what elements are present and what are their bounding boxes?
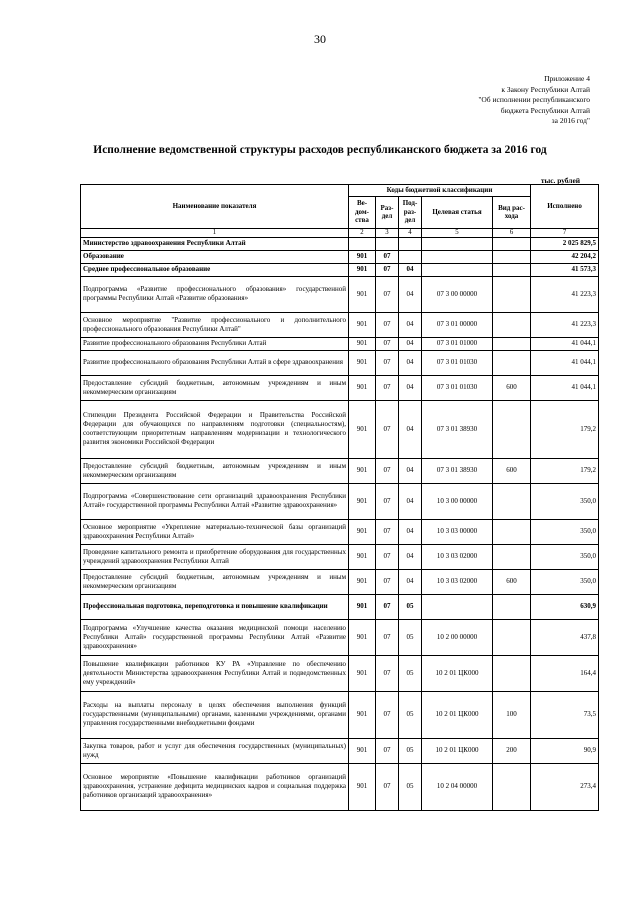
cell-executed: 630,9: [531, 594, 599, 619]
cell-target: 07 3 01 00000: [422, 312, 493, 337]
column-index: 4: [399, 228, 422, 237]
table-row: [81, 655, 599, 691]
cell-ved: 901: [349, 544, 376, 569]
cell-razdel: 07: [376, 483, 399, 519]
cell-executed: 350,0: [531, 569, 599, 594]
cell-vid: [493, 483, 531, 519]
cell-executed: 437,8: [531, 619, 599, 655]
cell-razdel: [376, 237, 399, 250]
header-vid: Вид рас-хода: [493, 196, 531, 228]
cell-podrazdel: 05: [399, 763, 422, 810]
cell-executed: 41 044,1: [531, 375, 599, 400]
cell-name: Основное мероприятие «Укрепление материально-технической базы организаций здравоохранения Республики Алтай»: [81, 519, 349, 544]
cell-executed: 41 044,1: [531, 337, 599, 350]
header-codes-group: Коды бюджетной классификации: [349, 185, 531, 197]
units-label: тыс. рублей: [540, 176, 580, 185]
cell-vid: [493, 337, 531, 350]
cell-vid: [493, 237, 531, 250]
cell-ved: 901: [349, 738, 376, 763]
cell-vid: [493, 619, 531, 655]
cell-executed: 42 204,2: [531, 250, 599, 263]
table-row: [81, 763, 599, 810]
cell-name: Подпрограмма «Развитие профессионального образования» государственной программы Республики Алтай «Развитие образования»: [81, 276, 349, 312]
table-row: [81, 237, 599, 250]
table-row: [81, 312, 599, 337]
cell-podrazdel: 05: [399, 691, 422, 738]
cell-name: Расходы на выплаты персоналу в целях обеспечения выполнения функций государственными (муниципальными) органами, казенными учреждениями, органами управления государственными внебюджетными фондами: [81, 691, 349, 738]
cell-podrazdel: 04: [399, 375, 422, 400]
cell-ved: 901: [349, 691, 376, 738]
cell-razdel: 07: [376, 400, 399, 458]
table-row: [81, 594, 599, 619]
table-row: [81, 519, 599, 544]
cell-podrazdel: 05: [399, 594, 422, 619]
cell-vid: 600: [493, 375, 531, 400]
cell-name: Предоставление субсидий бюджетным, автономным учреждениям и иным некоммерческим организациям: [81, 375, 349, 400]
table-row: [81, 569, 599, 594]
cell-name: Подпрограмма «Совершенствование сети организаций здравоохранения Республики Алтай» государственной программы Республики Алтай «Развитие здравоохранения»: [81, 483, 349, 519]
cell-ved: 901: [349, 519, 376, 544]
table-row: [81, 483, 599, 519]
cell-name: Развитие профессионального образования Республики Алтай: [81, 337, 349, 350]
cell-razdel: 07: [376, 569, 399, 594]
cell-name: Среднее профессиональное образование: [81, 263, 349, 276]
cell-target: 07 3 00 00000: [422, 276, 493, 312]
cell-target: 10 2 01 ЦК000: [422, 655, 493, 691]
cell-ved: 901: [349, 276, 376, 312]
cell-podrazdel: 04: [399, 263, 422, 276]
cell-name: Повышение квалификации работников КУ РА «Управление по обеспечению деятельности Министерства здравоохранения Республики Алтай и подведомственных ему учреждений»: [81, 655, 349, 691]
cell-ved: 901: [349, 619, 376, 655]
cell-target: 10 2 00 00000: [422, 619, 493, 655]
column-index: 3: [376, 228, 399, 237]
header-podrazdel: Под-раз-дел: [399, 196, 422, 228]
cell-target: [422, 237, 493, 250]
table-row: [81, 738, 599, 763]
cell-executed: 273,4: [531, 763, 599, 810]
cell-razdel: 07: [376, 655, 399, 691]
cell-executed: 350,0: [531, 544, 599, 569]
table-row: [81, 250, 599, 263]
cell-razdel: 07: [376, 519, 399, 544]
cell-vid: [493, 276, 531, 312]
cell-ved: 901: [349, 337, 376, 350]
cell-podrazdel: 04: [399, 312, 422, 337]
column-index: 5: [422, 228, 493, 237]
cell-vid: [493, 544, 531, 569]
cell-name: Проведение капитального ремонта и приобретение оборудования для государственных учреждений здравоохранения Республики Алтай: [81, 544, 349, 569]
cell-executed: 41 044,1: [531, 350, 599, 375]
cell-target: [422, 263, 493, 276]
cell-target: 10 3 03 00000: [422, 519, 493, 544]
header-target: Целевая статья: [422, 196, 493, 228]
cell-ved: 901: [349, 375, 376, 400]
cell-target: 10 2 04 00000: [422, 763, 493, 810]
cell-target: 07 3 01 01030: [422, 350, 493, 375]
cell-razdel: 07: [376, 250, 399, 263]
cell-razdel: 07: [376, 276, 399, 312]
cell-executed: 350,0: [531, 519, 599, 544]
cell-podrazdel: 04: [399, 544, 422, 569]
cell-executed: 41 223,3: [531, 276, 599, 312]
cell-ved: 901: [349, 763, 376, 810]
cell-vid: [493, 263, 531, 276]
appendix-note: [330, 74, 590, 127]
table-row: [81, 458, 599, 483]
table-row: [81, 619, 599, 655]
cell-name: Развитие профессионального образования Республики Алтай в сфере здравоохранения: [81, 350, 349, 375]
table-row: [81, 263, 599, 276]
cell-name: Профессиональная подготовка, переподготовка и повышение квалификации: [81, 594, 349, 619]
appendix-line: бюджета Республики Алтай: [500, 105, 590, 115]
header-name: Наименование показателя: [81, 185, 349, 229]
cell-name: Закупка товаров, работ и услуг для обеспечения государственных (муниципальных) нужд: [81, 738, 349, 763]
table-row: [81, 337, 599, 350]
header-razdel: Раз-дел: [376, 196, 399, 228]
table-row: [81, 544, 599, 569]
cell-vid: [493, 594, 531, 619]
cell-podrazdel: 04: [399, 458, 422, 483]
cell-vid: 600: [493, 569, 531, 594]
cell-razdel: 07: [376, 375, 399, 400]
cell-vid: [493, 350, 531, 375]
appendix-line: "Об исполнении республиканского: [478, 95, 590, 104]
cell-target: [422, 250, 493, 263]
document-title: Исполнение ведомственной структуры расходов республиканского бюджета за 2016 год: [93, 144, 547, 156]
cell-executed: 41 223,3: [531, 312, 599, 337]
cell-vid: 200: [493, 738, 531, 763]
cell-podrazdel: 04: [399, 483, 422, 519]
cell-executed: 179,2: [531, 400, 599, 458]
cell-razdel: 07: [376, 594, 399, 619]
cell-name: Основное мероприятие «Повышение квалификации работников организаций здравоохранения, устранение дефицита медицинских кадров и социальная поддержка работников организаций здравоохранения»: [81, 763, 349, 810]
cell-target: 07 3 01 01000: [422, 337, 493, 350]
cell-razdel: 07: [376, 337, 399, 350]
cell-target: 10 2 01 ЦК000: [422, 691, 493, 738]
cell-podrazdel: 04: [399, 276, 422, 312]
cell-executed: 2 025 829,5: [531, 237, 599, 250]
cell-ved: 901: [349, 458, 376, 483]
cell-target: 10 3 03 02000: [422, 569, 493, 594]
table-body: [81, 237, 599, 810]
appendix-line: за 2016 год": [551, 116, 590, 125]
cell-razdel: 07: [376, 544, 399, 569]
cell-ved: [349, 237, 376, 250]
cell-ved: 901: [349, 655, 376, 691]
cell-podrazdel: 05: [399, 655, 422, 691]
cell-target: 10 3 03 02000: [422, 544, 493, 569]
cell-vid: 100: [493, 691, 531, 738]
cell-target: 07 3 01 01030: [422, 375, 493, 400]
cell-ved: 901: [349, 594, 376, 619]
cell-name: Предоставление субсидий бюджетным, автономным учреждениям и иным некоммерческим организациям: [81, 569, 349, 594]
appendix-line: Приложение 4: [544, 74, 590, 83]
cell-razdel: 07: [376, 350, 399, 375]
cell-razdel: 07: [376, 691, 399, 738]
cell-razdel: 07: [376, 619, 399, 655]
expenditure-table: [80, 184, 599, 811]
cell-ved: 901: [349, 569, 376, 594]
cell-podrazdel: [399, 237, 422, 250]
cell-name: Стипендии Президента Российской Федерации и Правительства Российской Федерации для обучающихся по направлениям подготовки (специальностям), соответствующим приоритетным направлениям модернизации и технологического развития экономики Российской Федерации: [81, 400, 349, 458]
cell-target: 07 3 01 38930: [422, 400, 493, 458]
cell-executed: 41 573,3: [531, 263, 599, 276]
column-index: 7: [531, 228, 599, 237]
table-row: [81, 400, 599, 458]
cell-vid: 600: [493, 458, 531, 483]
cell-ved: 901: [349, 312, 376, 337]
table-row: [81, 691, 599, 738]
cell-podrazdel: 05: [399, 619, 422, 655]
header-executed: Исполнено: [531, 185, 599, 229]
cell-executed: 73,5: [531, 691, 599, 738]
table-row: [81, 375, 599, 400]
cell-vid: [493, 250, 531, 263]
cell-podrazdel: 05: [399, 738, 422, 763]
cell-executed: 164,4: [531, 655, 599, 691]
cell-podrazdel: 04: [399, 519, 422, 544]
cell-podrazdel: 04: [399, 337, 422, 350]
cell-ved: 901: [349, 263, 376, 276]
cell-podrazdel: 04: [399, 350, 422, 375]
cell-podrazdel: 04: [399, 569, 422, 594]
cell-executed: 350,0: [531, 483, 599, 519]
cell-razdel: 07: [376, 738, 399, 763]
cell-name: Подпрограмма «Улучшение качества оказания медицинской помощи населению Республики Алтай» государственной программы Республики Алтай «Развитие здравоохранения»: [81, 619, 349, 655]
cell-razdel: 07: [376, 263, 399, 276]
cell-ved: 901: [349, 350, 376, 375]
cell-ved: 901: [349, 250, 376, 263]
column-index: 1: [81, 228, 349, 237]
cell-name: Основное мероприятие "Развитие профессионального и дополнительного профессионального образования Республики Алтай": [81, 312, 349, 337]
cell-target: 10 2 01 ЦК000: [422, 738, 493, 763]
header-ved: Ве-дом-ства: [349, 196, 376, 228]
cell-name: Министерство здравоохранения Республики Алтай: [81, 237, 349, 250]
cell-vid: [493, 655, 531, 691]
cell-name: Образование: [81, 250, 349, 263]
cell-vid: [493, 763, 531, 810]
page-number: 30: [314, 32, 326, 46]
column-index: 6: [493, 228, 531, 237]
cell-podrazdel: [399, 250, 422, 263]
cell-vid: [493, 400, 531, 458]
table-row: [81, 350, 599, 375]
cell-executed: 90,9: [531, 738, 599, 763]
cell-name: Предоставление субсидий бюджетным, автономным учреждениям и иным некоммерческим организациям: [81, 458, 349, 483]
column-index-row: [81, 228, 599, 237]
cell-ved: 901: [349, 483, 376, 519]
cell-target: [422, 594, 493, 619]
cell-razdel: 07: [376, 458, 399, 483]
cell-podrazdel: 04: [399, 400, 422, 458]
cell-executed: 179,2: [531, 458, 599, 483]
cell-vid: [493, 519, 531, 544]
appendix-line: к Закону Республики Алтай: [501, 84, 590, 94]
cell-razdel: 07: [376, 763, 399, 810]
cell-razdel: 07: [376, 312, 399, 337]
cell-target: 10 3 00 00000: [422, 483, 493, 519]
cell-target: 07 3 01 38930: [422, 458, 493, 483]
cell-vid: [493, 312, 531, 337]
column-index: 2: [349, 228, 376, 237]
table-row: [81, 276, 599, 312]
cell-ved: 901: [349, 400, 376, 458]
